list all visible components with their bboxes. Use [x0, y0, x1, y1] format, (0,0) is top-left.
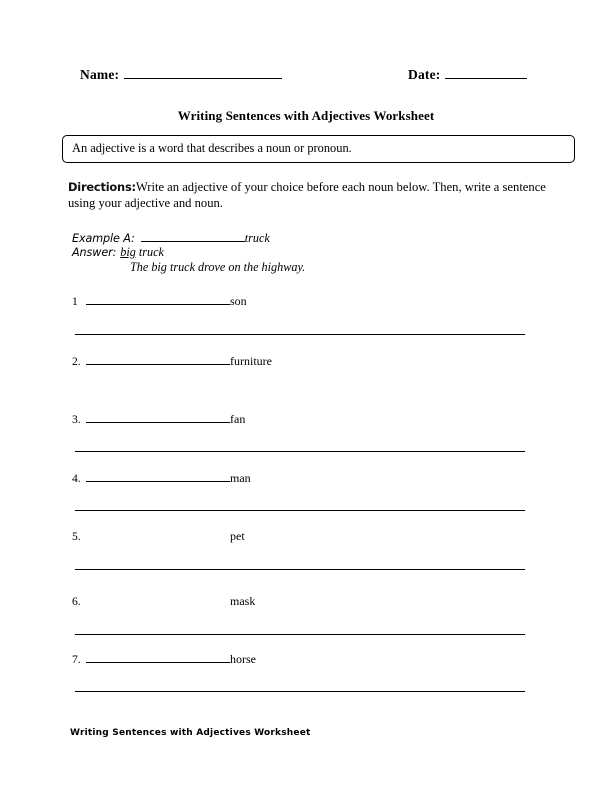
question-item — [72, 292, 532, 308]
question-item — [72, 410, 532, 426]
question-item — [72, 352, 532, 368]
date-write-line[interactable] — [445, 66, 527, 79]
question-number: 7. — [72, 653, 81, 666]
name-date-row — [80, 66, 540, 88]
question-noun: pet — [230, 529, 245, 543]
question-number: 5. — [72, 530, 81, 543]
adjective-write-line[interactable] — [86, 470, 230, 482]
question-noun: mask — [230, 594, 256, 608]
name-write-line[interactable] — [124, 66, 282, 79]
question-noun: horse — [230, 652, 256, 666]
question-number: 3. — [72, 413, 81, 426]
sentence-write-line[interactable] — [75, 451, 525, 452]
adjective-write-line[interactable] — [86, 411, 230, 423]
sentence-write-line[interactable] — [75, 510, 525, 511]
page-footer: Writing Sentences with Adjectives Worksheet — [70, 728, 311, 738]
directions-block — [68, 180, 568, 211]
question-number: 6. — [72, 595, 81, 608]
adjective-write-gap — [86, 594, 230, 605]
sentence-write-line[interactable] — [75, 334, 525, 335]
definition-box — [62, 135, 575, 163]
question-item — [72, 527, 532, 543]
directions-text: Write an adjective of your choice before each noun below. Then, write a sentence using your adjective and noun. — [68, 180, 546, 210]
answer-adjective: big — [120, 245, 136, 259]
question-number: 1 — [72, 295, 78, 308]
example-sentence: The big truck drove on the highway. — [130, 260, 306, 274]
sentence-write-line[interactable] — [75, 569, 525, 570]
question-noun: son — [230, 294, 247, 308]
definition-text: An adjective is a word that describes a noun or pronoun. — [72, 141, 352, 156]
question-item — [72, 650, 532, 666]
adjective-write-line[interactable] — [86, 293, 230, 305]
example-answer-line — [72, 245, 532, 260]
question-item — [72, 592, 532, 608]
question-noun: man — [230, 471, 251, 485]
example-prompt-line — [72, 230, 532, 245]
question-number: 2. — [72, 355, 81, 368]
directions-label: Directions: — [68, 180, 136, 194]
page-title: Writing Sentences with Adjectives Worksheet — [177, 108, 435, 123]
date-label: Date: — [408, 67, 441, 82]
question-item — [72, 469, 532, 485]
example-write-line[interactable] — [141, 230, 245, 242]
question-noun: fan — [230, 412, 246, 426]
example-block — [72, 230, 532, 276]
example-label: Example A: — [72, 232, 135, 245]
name-field[interactable] — [80, 66, 282, 83]
example-noun: truck — [244, 231, 270, 245]
name-label: Name: — [80, 67, 120, 82]
adjective-write-line[interactable] — [86, 651, 230, 663]
sentence-write-line[interactable] — [75, 691, 525, 692]
answer-label: Answer: — [72, 246, 117, 259]
question-number: 4. — [72, 472, 81, 485]
adjective-write-line[interactable] — [86, 353, 230, 365]
adjective-write-gap — [86, 529, 230, 540]
question-noun: furniture — [230, 354, 272, 368]
date-field[interactable] — [408, 66, 527, 83]
sentence-write-line[interactable] — [75, 634, 525, 635]
answer-noun: truck — [138, 245, 164, 259]
